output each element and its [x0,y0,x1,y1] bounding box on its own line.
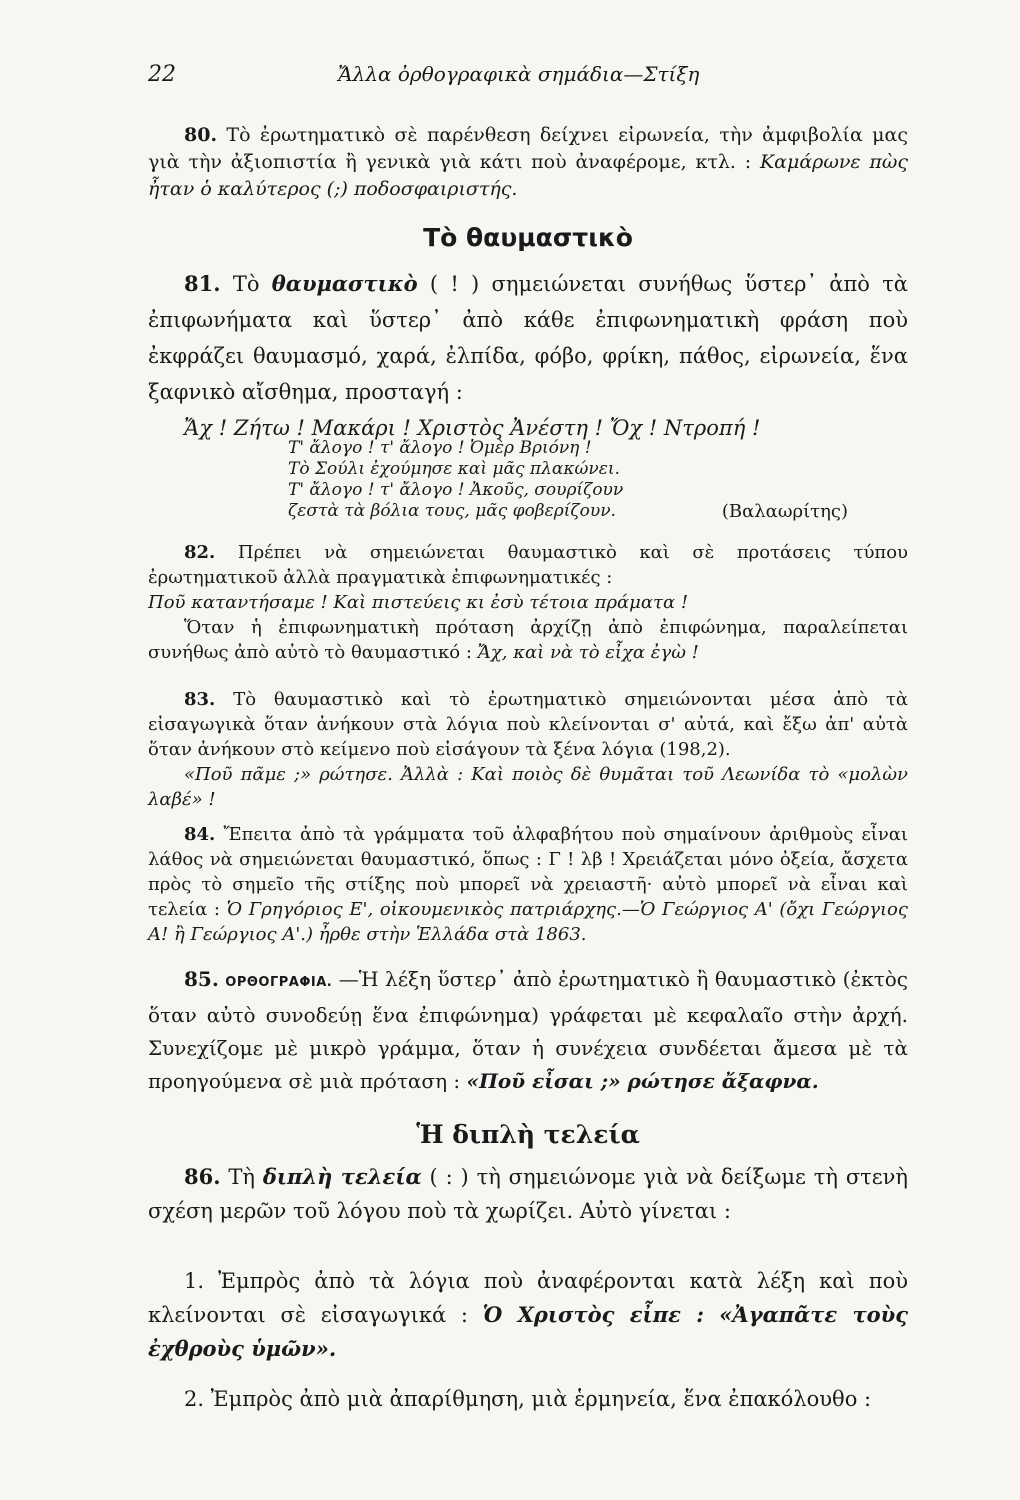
paragraph-example: Ποῦ καταντήσαμε ! Καὶ πιστεύεις κι ἐσὺ τέτοια πράματα ! [148,592,689,613]
examples-line: Ἄχ ! Ζήτω ! Μακάρι ! Χριστὸς Ἀνέστη ! Ὄχ ! Ντροπή ! [184,416,761,440]
paragraph-example: Καμάρωνε πὼς ἦταν ὁ καλύτερος (;) ποδοσφαιριστής. [148,151,908,200]
paragraph-84 [148,822,908,947]
paragraph-text: —Ἡ λέξη ὕστερ᾽ ἀπὸ ἐρωτηματικὸ ἢ θαυμαστικὸ (ἐκτὸς ὅταν αὐτὸ συνοδεύῃ ἕνα ἐπιφώνημα) γράφεται μὲ κεφαλαῖο στὴν ἀρχή. Συνεχίζομε μὲ μικρὸ γράμμα, ὅταν ἡ συνέχεια συνδέεται ἄμεσα μὲ τὰ προηγούμενα σὲ μιὰ πρόταση : [148,967,909,1093]
paragraph-text: Ἔπειτα ἀπὸ τὰ γράμματα τοῦ ἀλφαβήτου ποὺ σημαίνουν ἀριθμοὺς εἶναι λάθος νὰ σημειώνεται θαυμαστικό, ὅπως : Γ ! λβ ! Χρειάζεται μόνο ὀξεία, ἄσχετα πρὸς τὸ σημεῖο τῆς στίξης ποὺ μπορεῖ νὰ χρειαστῆ· αὐτὸ μπορεῖ νὰ εἶναι καὶ τελεία : [148,824,908,920]
verse-line: Τ' ἄλογο ! τ' ἄλογο ! Ἀκοῦς, σουρίζουν [288,480,624,500]
paragraph-example: «Ποῦ πᾶμε ;» ρώτησε. Ἀλλὰ : Καὶ ποιὸς δὲ θυμᾶται τοῦ Λεωνίδα τὸ «μολὼν λαβέ» ! [148,764,908,810]
paragraph-number: 83. [184,689,216,710]
paragraph-number: 80. [184,124,218,146]
list-item-2 [148,1382,908,1416]
page-number: 22 [148,62,176,87]
list-item-example: Ὁ Χριστὸς εἶπε : «Ἀγαπᾶτε τοὺς ἐχθροὺς ὑμῶν». [148,1302,908,1361]
paragraph-82 [148,540,908,665]
paragraph-example: «Ποῦ εἶσαι ;» ρώτησε ἄξαφνα. [466,1069,819,1093]
section-heading-exclamation: Τὸ θαυμαστικὸ [423,223,633,252]
list-item-1 [148,1264,908,1366]
verse-line: Τ' ἄλογο ! τ' ἄλογο ! Ὀμὲρ Βριόνη ! [288,438,592,458]
paragraph-text-pre: Τὸ [232,272,272,296]
verse-line: ζεστὰ τὰ βόλια τους, μᾶς φοβερίζουν. [288,501,616,521]
term: θαυμαστικὸ [271,271,418,296]
paragraph-number: 86. [184,1164,221,1189]
paragraph-number: 82. [184,542,216,563]
paragraph-86 [148,1160,908,1228]
paragraph-80 [148,122,908,203]
paragraph-text: ( ! ) σημειώνεται συνήθως ὕστερ᾽ ἀπὸ τὰ ἐπιφωνήματα καὶ ὕστερ᾽ ἀπὸ κάθε ἐπιφωνηματικὴ φράση ποὺ ἐκφράζει θαυμασμό, χαρά, ἐλπίδα, φόβο, φρίκη, πάθος, εἰρωνεία, ἕνα ξαφνικὸ αἴσθημα, προσταγή : [148,272,908,404]
paragraph-text: Τὸ θαυμαστικὸ καὶ τὸ ἐρωτηματικὸ σημειώνονται μέσα ἀπὸ τὰ εἰσαγωγικὰ ὅταν ἀνήκουν στὰ λόγια ποὺ κλείνονται σ' αὐτά, καὶ ἔξω ἀπ' αὐτὰ ὅταν ἀνήκουν στὸ κείμενο ποὺ εἰσάγουν τὰ ξένα λόγια (198,2). [148,689,908,760]
list-item-text: 1. Ἐμπρὸς ἀπὸ τὰ λόγια ποὺ ἀναφέρονται κατὰ λέξη καὶ ποὺ κλείνονται σὲ εἰσαγωγικά : [148,1269,908,1327]
page-header [148,62,908,96]
paragraph-example: Ὁ Γρηγόριος Ε', οἰκουμενικὸς πατριάρχης.—Ὁ Γεώργιος Α' (ὄχι Γεώργιος Α! ἢ Γεώργιος Α'.) ἦρθε στὴν Ἑλλάδα στὰ 1863. [148,899,908,945]
paragraph-number: 84. [184,824,216,845]
verse-line: Τὸ Σούλι ἐχούμησε καὶ μᾶς πλακώνει. [288,459,620,479]
running-title: Ἄλλα ὀρθογραφικὰ σημάδια—Στίξη [338,62,700,86]
paragraph-text: Πρέπει νὰ σημειώνεται θαυμαστικὸ καὶ σὲ προτάσεις τύπου ἐρωτηματικοῦ ἀλλὰ πραγματικὰ ἐπιφωνηματικές : [148,542,908,588]
paragraph-example-2: Ἄχ, καὶ νὰ τὸ εἶχα ἐγὼ ! [477,642,699,663]
paragraph-text: ( : ) τὴ σημειώνομε γιὰ νὰ δείξωμε τὴ στενὴ σχέση μερῶν τοῦ λόγου ποὺ τὰ χωρίζει. Αὐτὸ γίνεται : [148,1165,908,1223]
paragraph-number: 81. [184,271,221,296]
paragraph-label: ΟΡΘΟΓΡΑΦΙΑ. [225,975,333,990]
paragraph-83 [148,687,908,812]
paragraph-85 [148,963,908,1098]
paragraph-81 [148,266,908,446]
term: διπλὴ τελεία [262,1164,422,1189]
verse-attribution: (Βαλαωρίτης) [721,501,848,522]
paragraph-text-pre: Τὴ [228,1165,263,1189]
paragraph-text: Τὸ ἐρωτηματικὸ σὲ παρένθεση δείχνει εἰρωνεία, τὴν ἀμφιβολία μας γιὰ τὴν ἀξιοπιστία ἢ γενικὰ γιὰ κάτι ποὺ ἀναφέρομε, κτλ. : [148,124,908,173]
verse-block [288,438,848,522]
paragraph-number: 85. [184,967,219,991]
section-heading-colon: Ἡ διπλὴ τελεία [416,1120,640,1149]
paragraph-text-2: Ὅταν ἡ ἐπιφωνηματικὴ πρόταση ἀρχίζῃ ἀπὸ ἐπιφώνημα, παραλείπεται συνήθως ἀπὸ αὐτὸ τὸ θαυμαστικό : [148,617,908,663]
list-item-text: 2. Ἐμπρὸς ἀπὸ μιὰ ἀπαρίθμηση, μιὰ ἑρμηνεία, ἕνα ἐπακόλουθο : [184,1387,872,1411]
